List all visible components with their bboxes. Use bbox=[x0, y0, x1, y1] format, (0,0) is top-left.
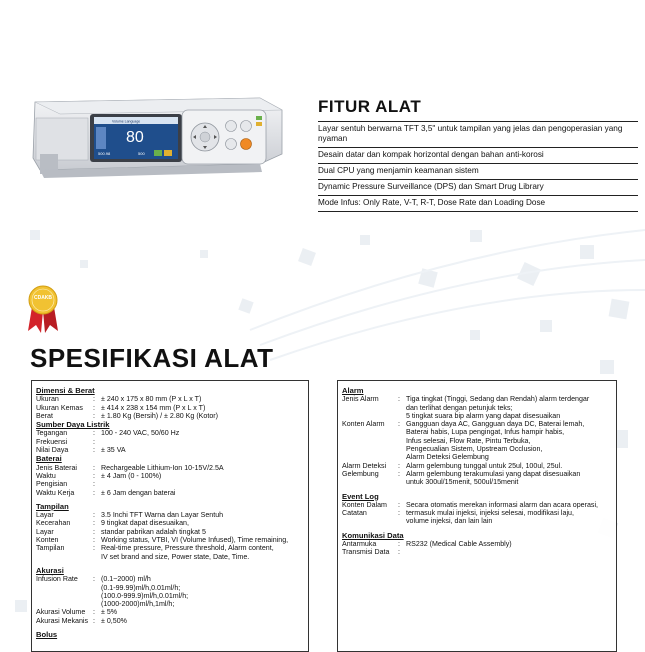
spec-value: Real-time pressure, Pressure threshold, Alarm content, bbox=[101, 544, 274, 553]
section-heading: Akurasi bbox=[36, 565, 64, 575]
spec-key: Kecerahan bbox=[36, 519, 71, 528]
spec-value: Baterai habis, Lupa pengingat, Infus hampir habis, bbox=[406, 428, 565, 437]
spec-row bbox=[36, 446, 304, 454]
spec-colon: : bbox=[93, 544, 95, 553]
spec-row bbox=[342, 404, 612, 412]
spec-key: Ukuran Kemas bbox=[36, 403, 83, 412]
spec-value: ± 6 Jam dengan baterai bbox=[101, 488, 176, 497]
section-heading: Komunikasi Data bbox=[342, 530, 404, 540]
spec-value: volume injeksi, dan lain lain bbox=[406, 517, 493, 526]
spec-key: Alarm Deteksi bbox=[342, 461, 387, 470]
spec-key bbox=[342, 428, 398, 436]
feature-item: Layar sentuh berwarna TFT 3,5" untuk tampilan yang jelas dan pengoperasian yang nyaman bbox=[318, 121, 638, 147]
screen-header: Volume Language bbox=[112, 119, 141, 124]
spec-row bbox=[342, 420, 612, 428]
badge-label: CDAKB bbox=[33, 295, 53, 301]
spec-row bbox=[36, 600, 304, 608]
spec-colon: : bbox=[93, 446, 95, 455]
spec-row bbox=[36, 528, 304, 536]
section-gap bbox=[36, 497, 304, 502]
spec-value: ± 414 x 238 x 154 mm (P x L x T) bbox=[101, 403, 206, 412]
spec-key bbox=[342, 445, 398, 453]
spec-key: Waktu bbox=[36, 471, 56, 480]
spec-value: ± 240 x 175 x 80 mm (P x L x T) bbox=[101, 395, 202, 404]
spec-colon bbox=[93, 553, 101, 561]
spec-value bbox=[101, 480, 304, 488]
spec-colon: : bbox=[93, 395, 95, 404]
spec-colon: : bbox=[398, 500, 400, 509]
spec-key: Layar bbox=[36, 527, 54, 536]
spec-value: 5 tingkat suara bip alarm yang dapat disesuaikan bbox=[406, 411, 561, 420]
spec-value: RS232 (Medical Cable Assembly) bbox=[406, 540, 512, 549]
features-list bbox=[318, 121, 638, 212]
spec-key bbox=[342, 437, 398, 445]
spec-value: (100.0-999.9)ml/h,0.01ml/h; bbox=[101, 591, 189, 600]
spec-colon: : bbox=[93, 527, 95, 536]
spec-key: Tegangan bbox=[36, 429, 68, 438]
spec-colon: : bbox=[93, 429, 95, 438]
spec-row bbox=[36, 404, 304, 412]
spec-key: Gelembung bbox=[342, 469, 379, 478]
spec-row bbox=[36, 489, 304, 497]
spec-colon: : bbox=[93, 471, 95, 480]
spec-key bbox=[342, 404, 398, 412]
spec-colon: : bbox=[398, 469, 400, 478]
spec-row bbox=[342, 501, 612, 509]
spec-key: Konten Dalam bbox=[342, 500, 387, 509]
spec-value: Pengecualian Sistem, Upstream Occlusion, bbox=[406, 445, 543, 454]
spec-value: Alarm gelembung terakumulasi yang dapat disesuaikan bbox=[406, 469, 581, 478]
section-heading: Alarm bbox=[342, 386, 364, 395]
spec-left-panel bbox=[31, 380, 309, 652]
feature-item: Mode Infus: Only Rate, V-T, R-T, Dose Rate dan Loading Dose bbox=[318, 195, 638, 212]
spec-key: Akurasi Mekanis bbox=[36, 616, 89, 625]
spec-key bbox=[36, 592, 93, 600]
spec-row bbox=[342, 478, 612, 486]
spec-key: Ukuran bbox=[36, 395, 59, 404]
spec-row bbox=[36, 575, 304, 583]
spec-colon: : bbox=[398, 395, 400, 404]
spec-value: Secara otomatis merekan informasi alarm dan acara operasi, bbox=[406, 500, 599, 509]
feature-item: Desain datar dan kompak horizontal dengan bahan anti-korosi bbox=[318, 147, 638, 163]
spec-colon bbox=[398, 445, 406, 453]
section-heading: Bolus bbox=[36, 630, 58, 640]
section-heading: Baterai bbox=[36, 454, 62, 464]
spec-row bbox=[36, 536, 304, 544]
spec-colon: : bbox=[398, 509, 400, 518]
spec-key: Transmisi Data bbox=[342, 548, 390, 557]
spec-colon: : bbox=[398, 420, 400, 429]
spec-value: ± 1.80 Kg (Bersih) / ± 2.80 Kg (Kotor) bbox=[101, 411, 219, 420]
spec-value: Rechargeable Lithium-Ion 10-15V/2.5A bbox=[101, 463, 224, 472]
spec-value: Working status, VTBI, VI (Volume Infused), Time remaining, bbox=[101, 536, 289, 545]
spec-key: Antarmuka bbox=[342, 540, 377, 549]
ribbon-icon bbox=[26, 285, 60, 335]
spec-colon: : bbox=[93, 488, 95, 497]
spec-row bbox=[36, 553, 304, 561]
spec-row bbox=[342, 428, 612, 436]
spec-value: (0.1~2000) ml/h bbox=[101, 575, 151, 584]
spec-row bbox=[342, 453, 612, 461]
spec-value: Alarm Deteksi Gelembung bbox=[406, 453, 489, 462]
spec-colon: : bbox=[93, 403, 95, 412]
svg-text:500: 500 bbox=[138, 151, 145, 156]
section-gap bbox=[342, 487, 612, 492]
spec-value: Alarm gelembung tunggal untuk 25ul, 100ul, 25ul. bbox=[406, 461, 563, 470]
spec-key: Frekuensi bbox=[36, 437, 68, 446]
spec-row bbox=[342, 462, 612, 470]
features-title: FITUR ALAT bbox=[318, 97, 422, 116]
spec-row bbox=[36, 511, 304, 519]
spec-key: Waktu Kerja bbox=[36, 488, 75, 497]
spec-key bbox=[342, 517, 398, 525]
spec-colon bbox=[398, 428, 406, 436]
spec-colon bbox=[93, 592, 101, 600]
spec-key: Konten bbox=[36, 536, 59, 545]
spec-colon: : bbox=[93, 616, 95, 625]
spec-row bbox=[36, 395, 304, 403]
spec-value: 3.5 Inchi TFT Warna dan Layar Sentuh bbox=[101, 511, 224, 520]
section-gap bbox=[342, 526, 612, 531]
spec-colon: : bbox=[398, 548, 400, 557]
spec-value: IV set brand and size, Power state, Date, Time. bbox=[101, 552, 250, 561]
spec-value: untuk 300ul/15menit, 500ul/15menit bbox=[406, 478, 519, 487]
spec-value: termasuk mulai injeksi, injeksi selesai, modifikasi laju, bbox=[406, 509, 574, 518]
spec-row bbox=[342, 540, 612, 548]
section-heading: Event Log bbox=[342, 491, 379, 501]
section-heading: Sumber Daya Listrik bbox=[36, 420, 110, 430]
spec-value: ± 4 Jam (0 - 100%) bbox=[101, 471, 162, 480]
feature-item: Dual CPU yang menjamin keamanan sistem bbox=[318, 163, 638, 179]
spec-colon bbox=[398, 437, 406, 445]
spec-colon: : bbox=[398, 540, 400, 549]
spec-key bbox=[342, 453, 398, 461]
spec-row bbox=[36, 584, 304, 592]
spec-value bbox=[406, 548, 612, 556]
spec-key: Layar bbox=[36, 511, 54, 520]
spec-key: Pengisian bbox=[36, 480, 68, 489]
spec-title: SPESIFIKASI ALAT bbox=[30, 343, 274, 373]
spec-colon: : bbox=[93, 463, 95, 472]
spec-key: Tampilan bbox=[36, 544, 65, 553]
spec-colon bbox=[398, 453, 406, 461]
spec-key: Jenis Alarm bbox=[342, 395, 379, 404]
spec-colon: : bbox=[93, 437, 95, 446]
spec-key: Akurasi Volume bbox=[36, 608, 86, 617]
spec-value: 100 - 240 VAC, 50/60 Hz bbox=[101, 429, 180, 438]
spec-row bbox=[36, 412, 304, 420]
spec-row bbox=[342, 395, 612, 403]
spec-value: 9 tingkat dapat disesuaikan, bbox=[101, 519, 189, 528]
spec-colon bbox=[93, 600, 101, 608]
spec-colon bbox=[398, 478, 406, 486]
spec-colon: : bbox=[93, 411, 95, 420]
section-gap bbox=[36, 561, 304, 566]
spec-row bbox=[342, 548, 612, 556]
spec-row bbox=[36, 438, 304, 446]
spec-colon bbox=[93, 584, 101, 592]
spec-value: dan terlihat dengan petunjuk teks; bbox=[406, 403, 513, 412]
spec-key: Catatan bbox=[342, 509, 367, 518]
spec-row bbox=[36, 429, 304, 437]
spec-right-panel bbox=[337, 380, 617, 652]
spec-key: Infusion Rate bbox=[36, 575, 78, 584]
spec-value: Tiga tingkat (Tinggi, Sedang dan Rendah) alarm terdengar bbox=[406, 395, 590, 404]
svg-text:500.98: 500.98 bbox=[98, 151, 111, 156]
spec-colon: : bbox=[93, 511, 95, 520]
section-gap bbox=[36, 625, 304, 630]
spec-value: ± 0,50% bbox=[101, 616, 127, 625]
spec-row bbox=[36, 592, 304, 600]
spec-colon bbox=[398, 404, 406, 412]
spec-colon: : bbox=[398, 461, 400, 470]
spec-row bbox=[36, 544, 304, 552]
spec-value bbox=[101, 438, 304, 446]
feature-item: Dynamic Pressure Surveillance (DPS) dan Smart Drug Library bbox=[318, 179, 638, 195]
spec-row bbox=[36, 464, 304, 472]
spec-colon: : bbox=[93, 536, 95, 545]
spec-colon: : bbox=[93, 519, 95, 528]
spec-key bbox=[342, 412, 398, 420]
spec-row bbox=[36, 617, 304, 625]
spec-row bbox=[342, 445, 612, 453]
spec-key bbox=[36, 553, 93, 561]
spec-row bbox=[342, 437, 612, 445]
spec-value: ± 5% bbox=[101, 608, 118, 617]
spec-colon: : bbox=[93, 608, 95, 617]
screen-rate-value: 80 bbox=[126, 129, 144, 146]
spec-key: Nilai Daya bbox=[36, 446, 69, 455]
spec-row bbox=[36, 519, 304, 527]
spec-row bbox=[342, 509, 612, 517]
spec-row bbox=[36, 608, 304, 616]
spec-row bbox=[342, 470, 612, 478]
spec-row bbox=[342, 517, 612, 525]
spec-key: Konten Alarm bbox=[342, 420, 385, 429]
section-heading: Tampilan bbox=[36, 501, 69, 511]
spec-colon: : bbox=[93, 480, 95, 489]
spec-row bbox=[36, 472, 304, 480]
spec-colon: : bbox=[93, 575, 95, 584]
spec-colon bbox=[398, 517, 406, 525]
section-heading: Dimensi & Berat bbox=[36, 386, 95, 395]
spec-key: Berat bbox=[36, 411, 53, 420]
spec-row bbox=[36, 480, 304, 488]
spec-value: (1000-2000)ml/h,1ml/h; bbox=[101, 600, 175, 609]
spec-key bbox=[36, 584, 93, 592]
spec-value: Gangguan daya AC, Gangguan daya DC, Baterai lemah, bbox=[406, 420, 585, 429]
spec-row bbox=[342, 412, 612, 420]
spec-value: ± 35 VA bbox=[101, 446, 126, 455]
spec-value: standar pabrikan adalah tingkat 5 bbox=[101, 527, 206, 536]
spec-key bbox=[36, 600, 93, 608]
spec-key: Jenis Baterai bbox=[36, 463, 78, 472]
infusion-pump-image bbox=[30, 92, 285, 192]
spec-value: (0.1-99.99)ml/h,0.01ml/h; bbox=[101, 583, 181, 592]
spec-key bbox=[342, 478, 398, 486]
spec-colon bbox=[398, 412, 406, 420]
spec-value: Infus selesai, Flow Rate, Pintu Terbuka, bbox=[406, 436, 531, 445]
cdakb-badge bbox=[26, 285, 60, 335]
